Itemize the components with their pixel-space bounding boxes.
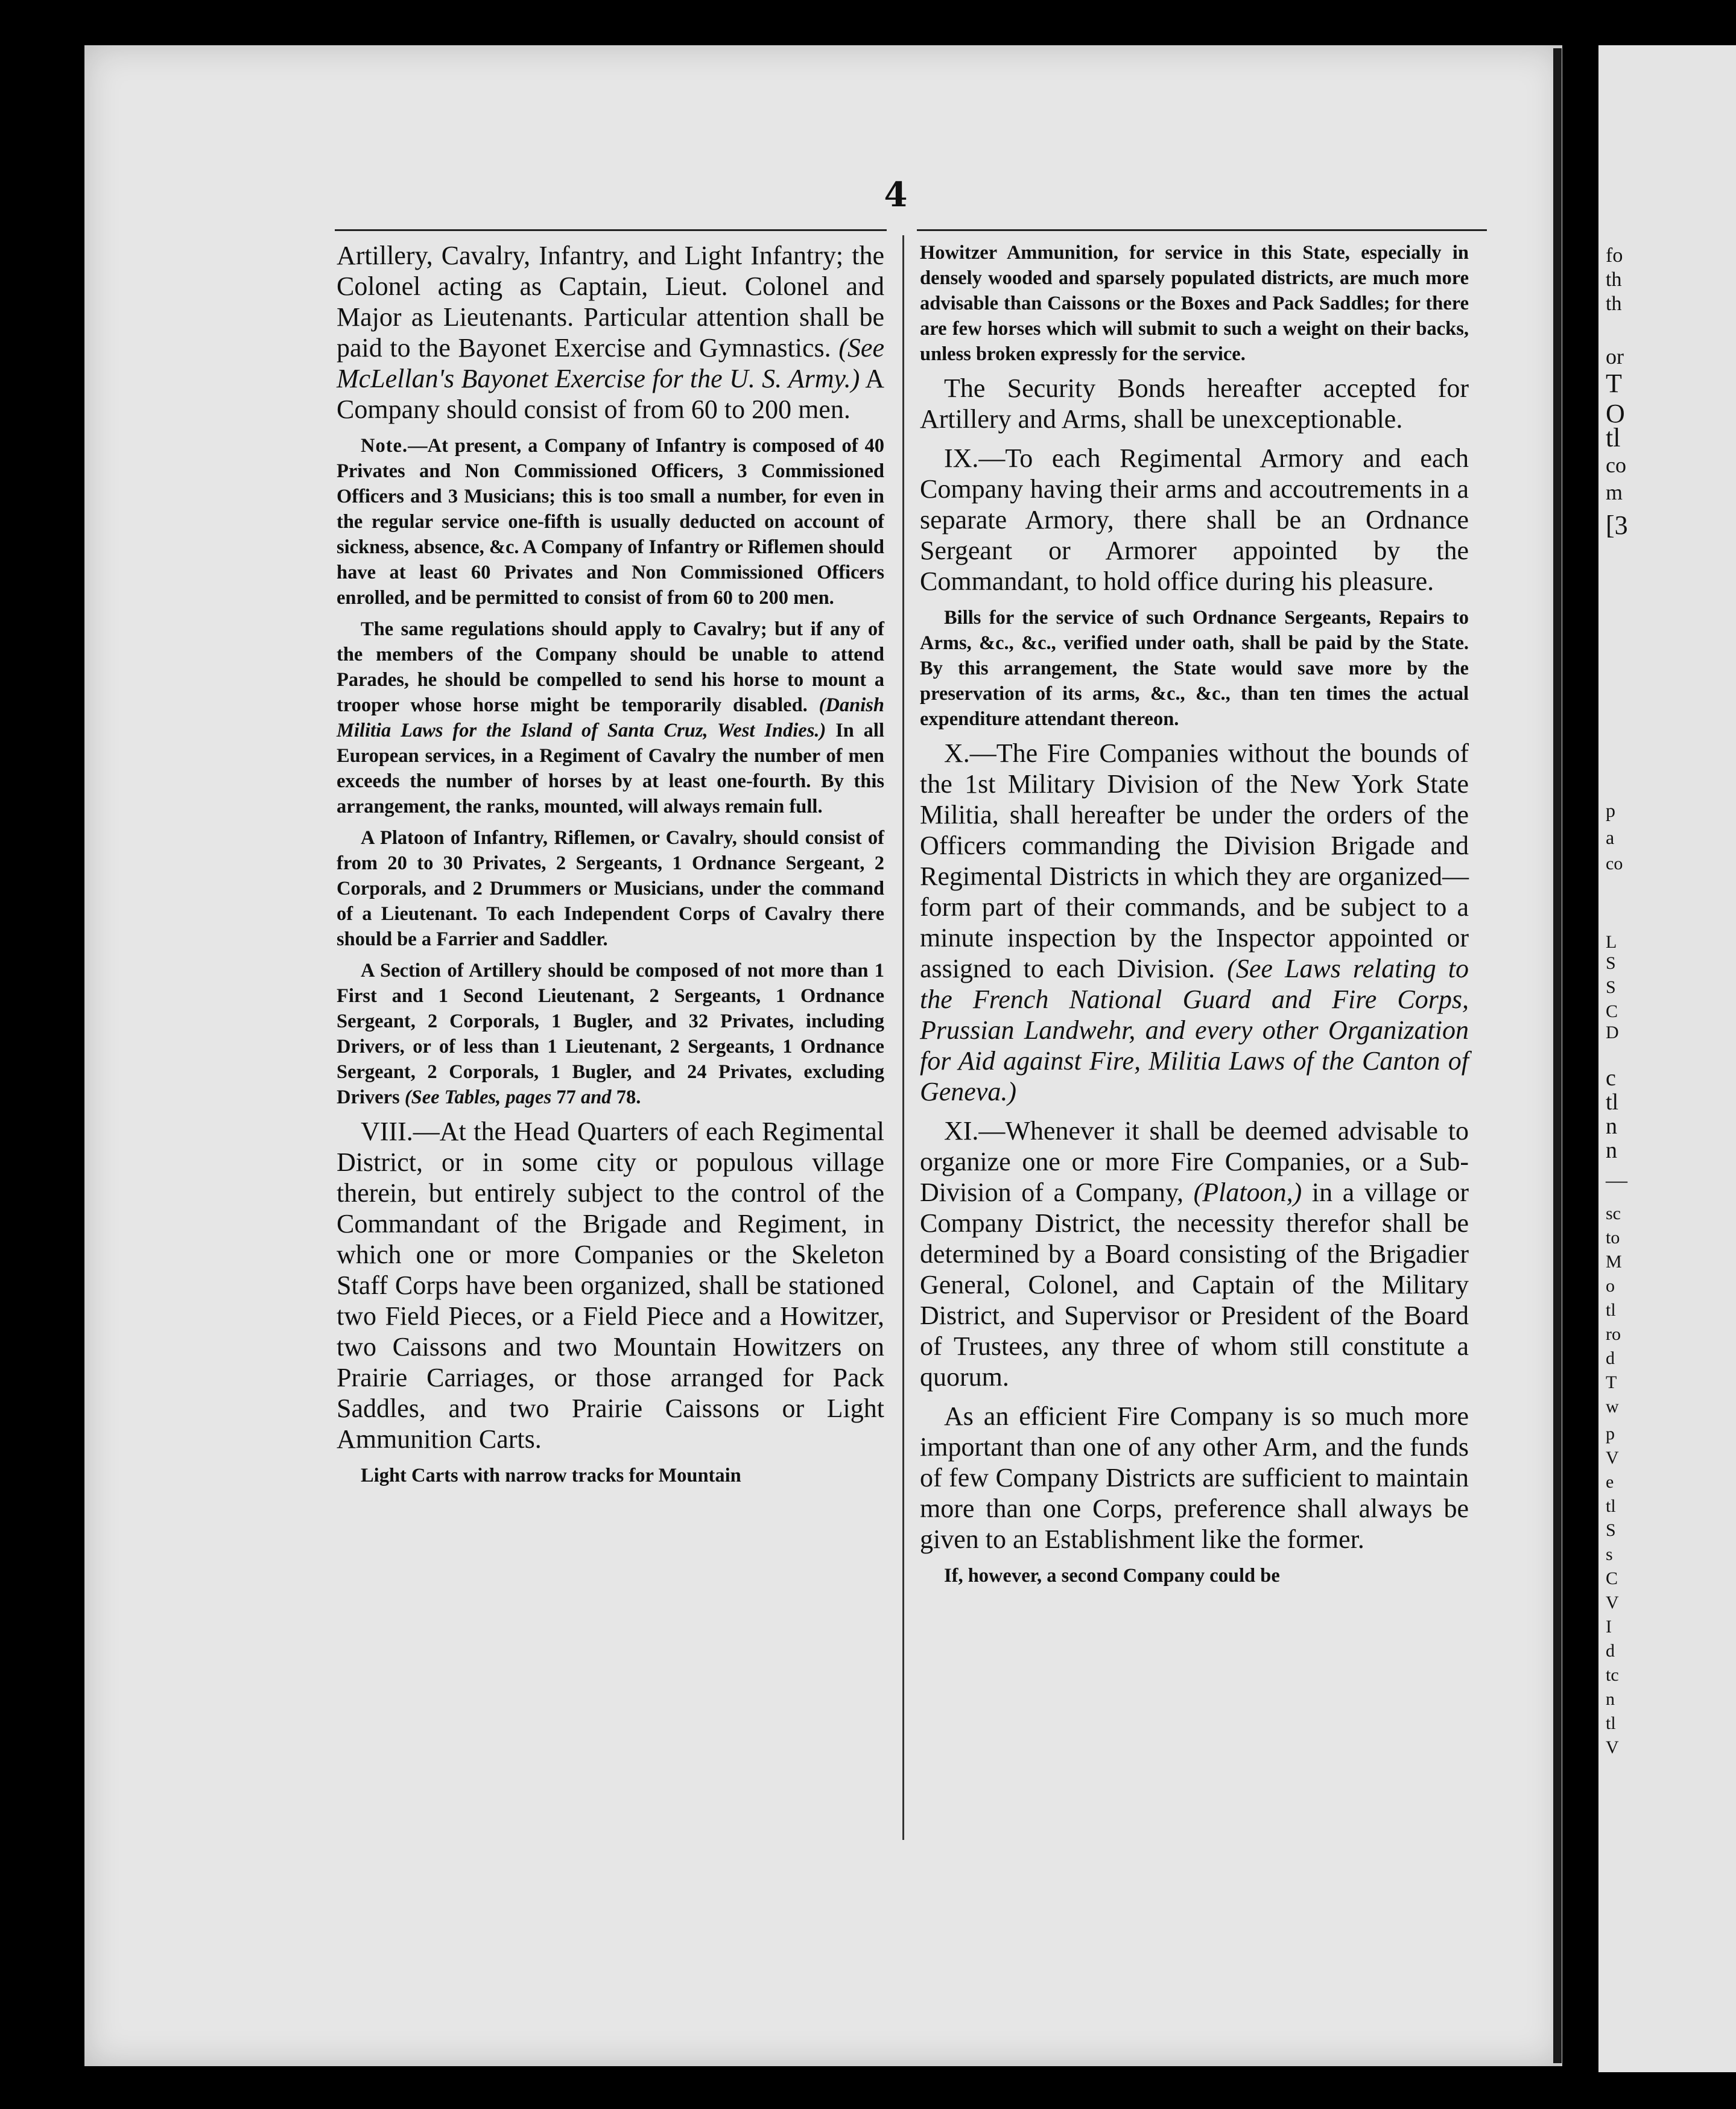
paragraph-light-carts: Light Carts with narrow tracks for Mountain xyxy=(361,1465,741,1486)
paragraph-artillery-section xyxy=(337,958,884,1110)
citation-mclellan: (See McLellan's Bayonet Exercise for the U. S. Army.) xyxy=(337,333,884,393)
citation-platoon: (Platoon,) xyxy=(1193,1178,1302,1207)
page-number: 4 xyxy=(884,175,908,215)
paragraph-cavalry-regulations xyxy=(337,617,884,819)
facing-page-fragment-text: [3 xyxy=(1606,510,1628,540)
facing-page-fragment-text: S xyxy=(1606,953,1616,973)
facing-page-fragment-text: S xyxy=(1606,977,1616,997)
paragraph-howitzer-ammunition: Howitzer Ammunition, for service in this State, especially in densely wooded and sparsely populated districts, are much more advisable than Caissons or the Boxes and Pack Saddles; for there are few horses which will submit to such a weight on their backs, unless broken expressly for the service. xyxy=(920,242,1469,365)
paragraph-second-company: If, however, a second Company could be xyxy=(944,1565,1280,1587)
facing-page-fragment-text: o xyxy=(1606,1276,1615,1296)
facing-page-fragment xyxy=(1598,45,1736,2072)
facing-page-fragment-text: O xyxy=(1606,399,1625,428)
facing-page-fragment-text: to xyxy=(1606,1228,1620,1248)
paragraph-platoon: A Platoon of Infantry, Riflemen, or Cavalry, should consist of from 20 to 30 Privates, 2 Sergeants, 1 Ordnance Sergeant, 2 Corporals, and 2 Drummers or Musicians, under the command of a Lieutenant. To each Independent Corps of Cavalry there should be a Farrier and Saddler. xyxy=(337,827,884,950)
text: In all European services, in a Regiment of Cavalry the number of men exceeds the number of horses by at least one-fourth. By this arrangement, the ranks, mounted, will always remain full. xyxy=(337,720,884,817)
column-divider xyxy=(902,235,904,1840)
text: Artillery, Cavalry, Infantry, and Light Infantry; the Colonel acting as Captain, Lieut. Colonel and Major as Lieutenants. Particular attention shall be paid to the Bayonet Exercise and Gymnastics. xyxy=(337,241,884,363)
facing-page-fragment-text: a xyxy=(1606,826,1615,848)
facing-page-fragment-text: m xyxy=(1606,480,1623,504)
text: A Company should consist of from 60 to 200 men. xyxy=(337,364,884,424)
note-label: Note. xyxy=(361,435,408,457)
facing-page-fragment-text: e xyxy=(1606,1472,1614,1492)
facing-page-fragment-text: w xyxy=(1606,1397,1619,1416)
header-rule-left xyxy=(335,229,887,231)
facing-page-fragment-text: S xyxy=(1606,1520,1616,1540)
paragraph-security-bonds: The Security Bonds hereafter accepted for Artillery and Arms, shall be unexceptionable. xyxy=(920,373,1469,434)
facing-page-fragment-text: fo xyxy=(1606,244,1623,267)
facing-page-fragment-text: tc xyxy=(1606,1665,1619,1685)
text: A Section of Artillery should be composed of not more than 1 First and 1 Second Lieutenant, 2 Sergeants, 1 Ordnance Sergeant, 2 Corporals, 1 Bugler, and 32 Privates, including Drivers, or of less than 1 Lieutenant, 2 Sergeants, 1 Ordnance Sergeant, 2 Corporals, 1 Bugler, and 24 Privates, excluding Drivers xyxy=(337,960,884,1108)
facing-page-fragment-text: co xyxy=(1606,453,1626,477)
right-column xyxy=(920,240,1469,1594)
facing-page-fragment-text: V xyxy=(1606,1737,1619,1757)
facing-page-fragment-text: d xyxy=(1606,1641,1615,1661)
facing-page-fragment-text: tl xyxy=(1606,1089,1619,1115)
facing-page-fragment-text: L xyxy=(1606,932,1617,952)
paragraph-artillery-cavalry xyxy=(337,240,884,425)
paragraph-efficient-fire-company: As an efficient Fire Company is so much more important than one of any other Arm, and the funds of few Company Districts are sufficient to maintain more than one Corps, preference shall always be given to an Establishment like the former. xyxy=(920,1401,1469,1554)
facing-page-fragment-text: d xyxy=(1606,1348,1615,1368)
text: X.—The Fire Companies without the bounds of the 1st Military Division of the New York State Militia, shall hereafter be under the orders of the Officers commanding the Division Brigade and Regimental Districts in which they are organized—form part of their commands, and be subject to a minute inspection by the Inspector appointed or assigned to each Division. xyxy=(920,738,1469,983)
text: XI.—Whenever it shall be deemed advisable to organize one or more Fire Companies, or a Sub-Division of a Company, xyxy=(920,1116,1469,1207)
article-xi xyxy=(920,1115,1469,1392)
facing-page-fragment-text: sc xyxy=(1606,1204,1621,1223)
facing-page-fragment-text: or xyxy=(1606,344,1624,369)
text: The same regulations should apply to Cavalry; but if any of the members of the Company should be unable to attend Parades, he should be compelled to send his horse to mount a trooper whose horse might be temporarily disabled. xyxy=(337,618,884,716)
facing-page-fragment-text: T xyxy=(1606,369,1622,398)
facing-page-fragment-text: n xyxy=(1606,1138,1617,1163)
gutter-fold xyxy=(1553,48,1562,2063)
text: —At present, a Company of Infantry is composed of 40 Privates and Non Commissioned Officers, 3 Commissioned Officers and 3 Musicians; this is too small a number, for even in the regular service one-fifth is usually deducted on account of sickness, absence, &c. A Company of Infantry or Riflemen should have at least 60 Privates and Non Commissioned Officers enrolled, and be permitted to consist of from 60 to 200 men. xyxy=(337,435,884,609)
facing-page-fragment-text: n xyxy=(1606,1689,1615,1709)
facing-page-fragment-text: tl xyxy=(1606,1300,1616,1320)
citation-foreign-laws: (See Laws relating to the French National Guard and Fire Corps, Prussian Landwehr, and every other Organization for Aid against Fire, Militia Laws of the Canton of Geneva.) xyxy=(920,954,1469,1106)
text: 78. xyxy=(611,1086,641,1108)
facing-page-fragment-text: D xyxy=(1606,1023,1619,1042)
citation-danish-militia: (Danish Militia Laws for the Island of Santa Cruz, West Indies.) xyxy=(337,694,884,741)
citation-tables: (See Tables, pages xyxy=(404,1086,552,1108)
facing-page-fragment-text: c xyxy=(1606,1065,1616,1091)
facing-page-fragment-text: tl xyxy=(1606,1496,1616,1516)
text: 77 xyxy=(551,1086,581,1108)
header-rule-right xyxy=(917,229,1487,231)
facing-page-fragment-text: th xyxy=(1606,268,1622,291)
facing-page-fragment-text: s xyxy=(1606,1544,1613,1564)
article-ix: IX.—To each Regimental Armory and each Company having their arms and accoutrements in a separate Armory, there shall be an Ordnance Sergeant or Armorer appointed by the Commandant, to hold office during his pleasure. xyxy=(920,443,1469,596)
text: and xyxy=(580,1086,612,1108)
facing-page-fragment-text: n xyxy=(1606,1114,1617,1139)
paragraph-ordnance-bills: Bills for the service of such Ordnance Sergeants, Repairs to Arms, &c., &c., verified under oath, shall be paid by the State. By this arrangement, the State would save more by the preservation of its arms, &c., &c., than ten times the actual expenditure attendant thereon. xyxy=(920,607,1469,730)
facing-page-fragment-text: V xyxy=(1606,1593,1619,1613)
facing-page-fragment-text: ro xyxy=(1606,1324,1621,1344)
article-x xyxy=(920,738,1469,1107)
article-viii: VIII.—At the Head Quarters of each Regimental District, or in some city or populous village therein, but entirely subject to the control of the Commandant of the Brigade and Regiment, in which one or more Companies or the Skeleton Staff Corps have been organized, shall be stationed two Field Pieces, or a Field Piece and a Howitzer, two Caissons and two Mountain Howitzers on Prairie Carriages, or those arranged for Pack Saddles, and two Prairie Caissons or Light Ammunition Carts. xyxy=(337,1117,884,1454)
facing-page-fragment-text: V xyxy=(1606,1448,1619,1468)
facing-page-fragment-text: th xyxy=(1606,293,1622,315)
note-paragraph xyxy=(337,433,884,610)
left-column xyxy=(337,240,884,1494)
facing-page-fragment-text: C xyxy=(1606,1001,1618,1021)
facing-page-fragment-text: — xyxy=(1606,1168,1627,1192)
facing-page-fragment-text: M xyxy=(1606,1252,1622,1272)
facing-page-fragment-text: tl xyxy=(1606,423,1621,452)
facing-page-fragment-text: C xyxy=(1606,1568,1618,1588)
facing-page-fragment-text: T xyxy=(1606,1372,1617,1392)
text: in a village or Company District, the necessity therefor shall be determined by a Board consisting of the Brigadier General, Colonel, and Captain of the Military District, and Supervisor or President of the Board of Trustees, any three of whom still constitute a quorum. xyxy=(920,1178,1469,1392)
facing-page-fragment-text: I xyxy=(1606,1617,1612,1637)
facing-page-fragment-text: co xyxy=(1606,854,1623,874)
facing-page-fragment-text: tl xyxy=(1606,1713,1616,1733)
facing-page-fragment-text: p xyxy=(1606,1424,1615,1444)
facing-page-fragment-text: p xyxy=(1606,799,1615,821)
